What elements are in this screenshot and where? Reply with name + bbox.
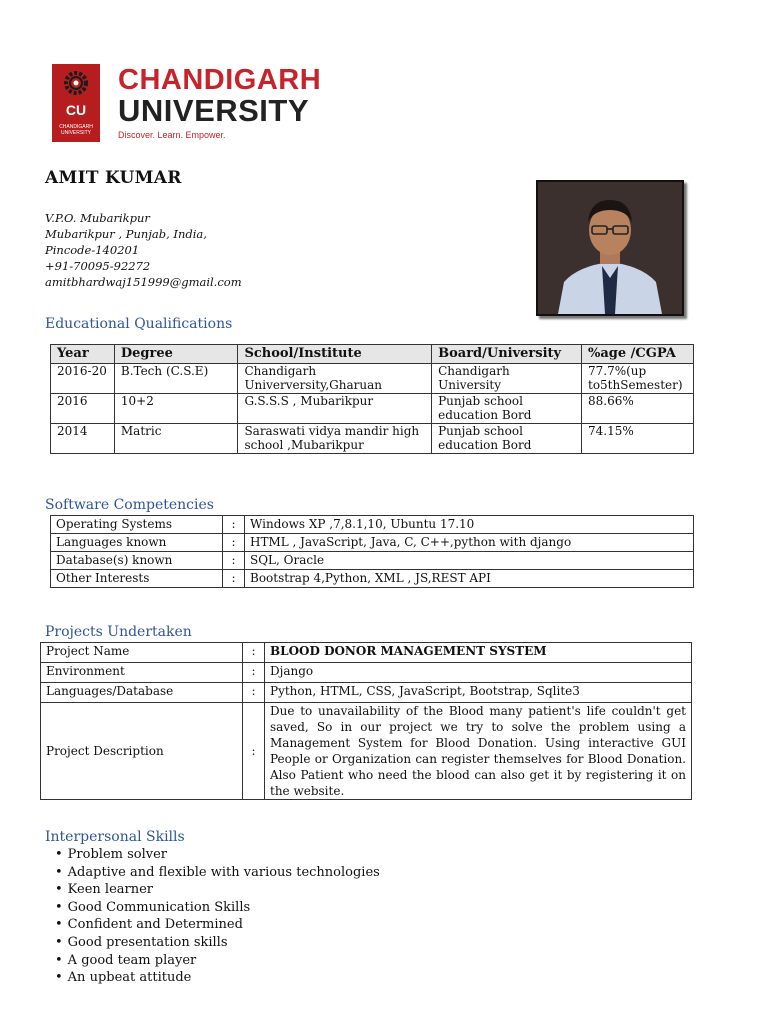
table-cell: Punjab school education Bord	[432, 394, 582, 424]
column-header: School/Institute	[238, 345, 432, 364]
address-line-2: Mubarikpur , Punjab, India,	[45, 227, 207, 241]
table-cell: Operating Systems	[51, 516, 223, 534]
table-row	[51, 516, 694, 534]
table-cell: Bootstrap 4,Python, XML , JS,REST API	[245, 570, 694, 588]
table-row	[51, 570, 694, 588]
table-row	[51, 364, 694, 394]
table-cell: SQL, Oracle	[245, 552, 694, 570]
address-line-1: V.P.O. Mubarikpur	[45, 211, 150, 225]
column-header: Year	[51, 345, 115, 364]
education-table	[50, 344, 694, 454]
logo-badge-small: CHANDIGARH UNIVERSITY	[59, 124, 93, 136]
table-cell: Database(s) known	[51, 552, 223, 570]
projects-table	[40, 642, 692, 800]
list-item: • Confident and Determined	[55, 916, 380, 934]
table-cell: :	[243, 643, 265, 663]
logo-emblem	[52, 64, 100, 142]
table-cell: Chandigarh Univerversity,Gharuan	[238, 364, 432, 394]
table-cell: Languages known	[51, 534, 223, 552]
table-cell: Environment	[41, 663, 243, 683]
table-cell: :	[243, 683, 265, 703]
table-cell: Project Description	[41, 703, 243, 800]
table-cell: 2014	[51, 424, 115, 454]
table-cell: Python, HTML, CSS, JavaScript, Bootstrap, Sqlite3	[265, 683, 692, 703]
list-item: • Keen learner	[55, 881, 380, 899]
contact-details	[45, 210, 242, 290]
table-cell: 77.7%(up to5thSemester)	[582, 364, 694, 394]
table-cell: Windows XP ,7,8.1,10, Ubuntu 17.10	[245, 516, 694, 534]
table-cell: 74.15%	[582, 424, 694, 454]
project-name-value: BLOOD DONOR MANAGEMENT SYSTEM	[265, 643, 692, 663]
table-cell: HTML , JavaScript, Java, C, C++,python with django	[245, 534, 694, 552]
table-cell: :	[223, 570, 245, 588]
list-item: • Problem solver	[55, 846, 380, 864]
candidate-name: AMIT KUMAR	[45, 168, 182, 188]
table-cell: Languages/Database	[41, 683, 243, 703]
table-cell: Other Interests	[51, 570, 223, 588]
profile-photo-image	[538, 182, 682, 314]
column-header: %age /CGPA	[582, 345, 694, 364]
logo-badge-text: CU	[65, 102, 87, 118]
table-row	[51, 424, 694, 454]
university-logo	[52, 64, 322, 144]
education-heading: Educational Qualifications	[45, 316, 233, 332]
table-row	[41, 663, 692, 683]
list-item: • An upbeat attitude	[55, 969, 380, 987]
table-row	[51, 552, 694, 570]
logo-line-1: CHANDIGARH	[118, 64, 322, 96]
software-table	[50, 515, 694, 588]
pincode: Pincode-140201	[45, 243, 140, 257]
table-cell: 2016-20	[51, 364, 115, 394]
table-cell: Matric	[114, 424, 238, 454]
table-cell: :	[243, 703, 265, 800]
table-row	[41, 683, 692, 703]
table-cell: G.S.S.S , Mubarikpur	[238, 394, 432, 424]
software-heading: Software Competencies	[45, 497, 214, 513]
profile-photo	[536, 180, 684, 316]
list-item: • A good team player	[55, 952, 380, 970]
skills-heading: Interpersonal Skills	[45, 829, 185, 845]
list-item: • Good Communication Skills	[55, 899, 380, 917]
table-cell: 88.66%	[582, 394, 694, 424]
table-cell: :	[223, 534, 245, 552]
project-description: Due to unavailability of the Blood many patient's life couldn't get saved, So in our project we try to solve the problem using a Management System for Blood Donation. Using interactive GUI People or Organization can register themselves for Blood Donation. Also Patient who need the blood can also get it by registering it on the website.	[265, 703, 692, 800]
table-cell: Chandigarh University	[432, 364, 582, 394]
table-row	[41, 703, 692, 800]
table-cell: B.Tech (C.S.E)	[114, 364, 238, 394]
column-header: Degree	[114, 345, 238, 364]
education-header-row	[51, 345, 694, 364]
table-cell: 2016	[51, 394, 115, 424]
projects-heading: Projects Undertaken	[45, 624, 192, 640]
table-cell: :	[243, 663, 265, 683]
skills-list	[55, 846, 380, 987]
phone-number: +91-70095-92272	[45, 259, 151, 273]
column-header: Board/University	[432, 345, 582, 364]
table-cell: Punjab school education Bord	[432, 424, 582, 454]
table-row	[41, 643, 692, 663]
table-cell: Django	[265, 663, 692, 683]
logo-tagline: Discover. Learn. Empower.	[118, 130, 226, 140]
logo-line-2: UNIVERSITY	[118, 93, 310, 128]
table-cell: Project Name	[41, 643, 243, 663]
table-cell: Saraswati vidya mandir high school ,Mubarikpur	[238, 424, 432, 454]
table-cell: 10+2	[114, 394, 238, 424]
email-address[interactable]: amitbhardwaj151999@gmail.com	[45, 275, 242, 289]
table-cell: :	[223, 516, 245, 534]
list-item: • Adaptive and flexible with various technologies	[55, 864, 380, 882]
gear-emblem-icon	[61, 68, 91, 98]
table-cell: :	[223, 552, 245, 570]
table-row	[51, 534, 694, 552]
table-row	[51, 394, 694, 424]
list-item: • Good presentation skills	[55, 934, 380, 952]
